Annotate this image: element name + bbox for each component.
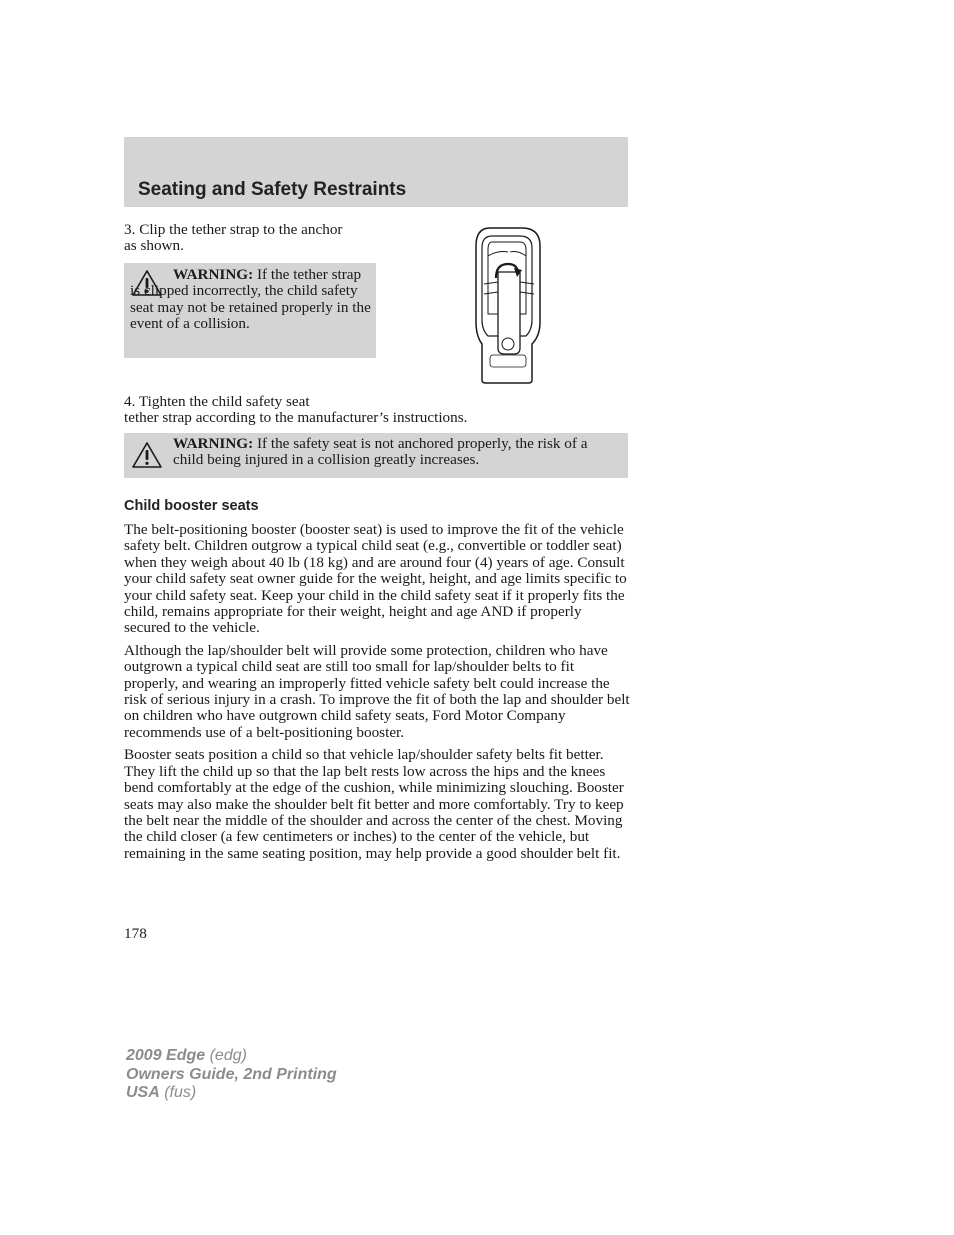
warning-triangle-icon <box>131 441 163 469</box>
step-4-line-1: 4. Tighten the child safety seat <box>124 393 310 410</box>
paragraph-3: Booster seats position a child so that vehicle lap/shoulder safety belts fit better. They lift the child up so that the lap belt rests low across the hips and the knees bend comfortably at the edge of the cushion, while minimizing slouching. Booster seats may also make the shoulder belt fit better and more comfortably. Try to keep the belt near the middle of the shoulder and across the center of the chest. Moving the child closer (a few centimeters or inches) to the center of the vehicle, but remaining in the same seating position, may help provide a good shoulder belt fit. <box>124 746 624 862</box>
step-3-text: 3. Clip the tether strap to the anchor as shown. <box>124 221 343 255</box>
warning-label: WARNING: <box>173 435 254 452</box>
paragraph-2: Although the lap/shoulder belt will provide some protection, children who have outgrown a typical child seat are still too small for lap/shoulder belts to fit properly, and wearing an improperly fitted vehicle safety belt could increase the risk of serious injury in a crash. To improve the fit of both the lap and shoulder belt on children who have outgrown child safety seats, Ford Motor Company recommends use of a belt-positioning booster. <box>124 641 630 741</box>
page-number: 178 <box>124 925 147 942</box>
footer-market: USA <box>126 1084 160 1101</box>
footer-line-2: Owners Guide, 2nd Printing <box>126 1065 337 1083</box>
step-4-line-2: tether strap according to the manufacturer’s instructions. <box>124 409 468 427</box>
warning-box-tether-clip <box>124 263 376 358</box>
subsection-heading: Child booster seats <box>124 498 259 514</box>
warning-body: If the tether strap is clipped incorrectly, the child safety seat may not be retained properly in the event of a collision. <box>130 266 371 333</box>
step-4-text <box>124 394 544 427</box>
section-title: Seating and Safety Restraints <box>138 179 407 200</box>
footer-market-code: (fus) <box>159 1084 197 1101</box>
tether-anchor-clip-illustration <box>470 222 550 386</box>
footer-line-1 <box>126 1047 337 1066</box>
footer-model: 2009 Edge <box>126 1047 206 1064</box>
body-text <box>124 522 630 868</box>
section-header-band <box>124 137 628 207</box>
warning-text <box>130 267 372 333</box>
paragraph-1: The belt-positioning booster (booster seat) is used to improve the fit of the vehicle safety belt. Children outgrow a typical child seat (e.g., convertible or toddler seat) when they weigh about 40 lb (18 kg) and are around four (4) years of age. Consult your child safety seat owner guide for the weight, height, and age limits specific to your child safety seat. Keep your child in the child safety seat if it properly fits the child, remains appropriate for their weight, height and age AND if properly secured to the vehicle. <box>124 521 627 637</box>
footer-line-3 <box>126 1084 337 1103</box>
warning-box-anchoring <box>124 433 628 478</box>
warning-text <box>173 436 619 469</box>
document-footer <box>126 1047 337 1103</box>
warning-body: If the safety seat is not anchored properly, the risk of a child being injured in a collision greatly increases. <box>173 435 588 469</box>
footer-model-code: (edg) <box>205 1047 247 1064</box>
warning-label: WARNING: <box>173 266 254 283</box>
